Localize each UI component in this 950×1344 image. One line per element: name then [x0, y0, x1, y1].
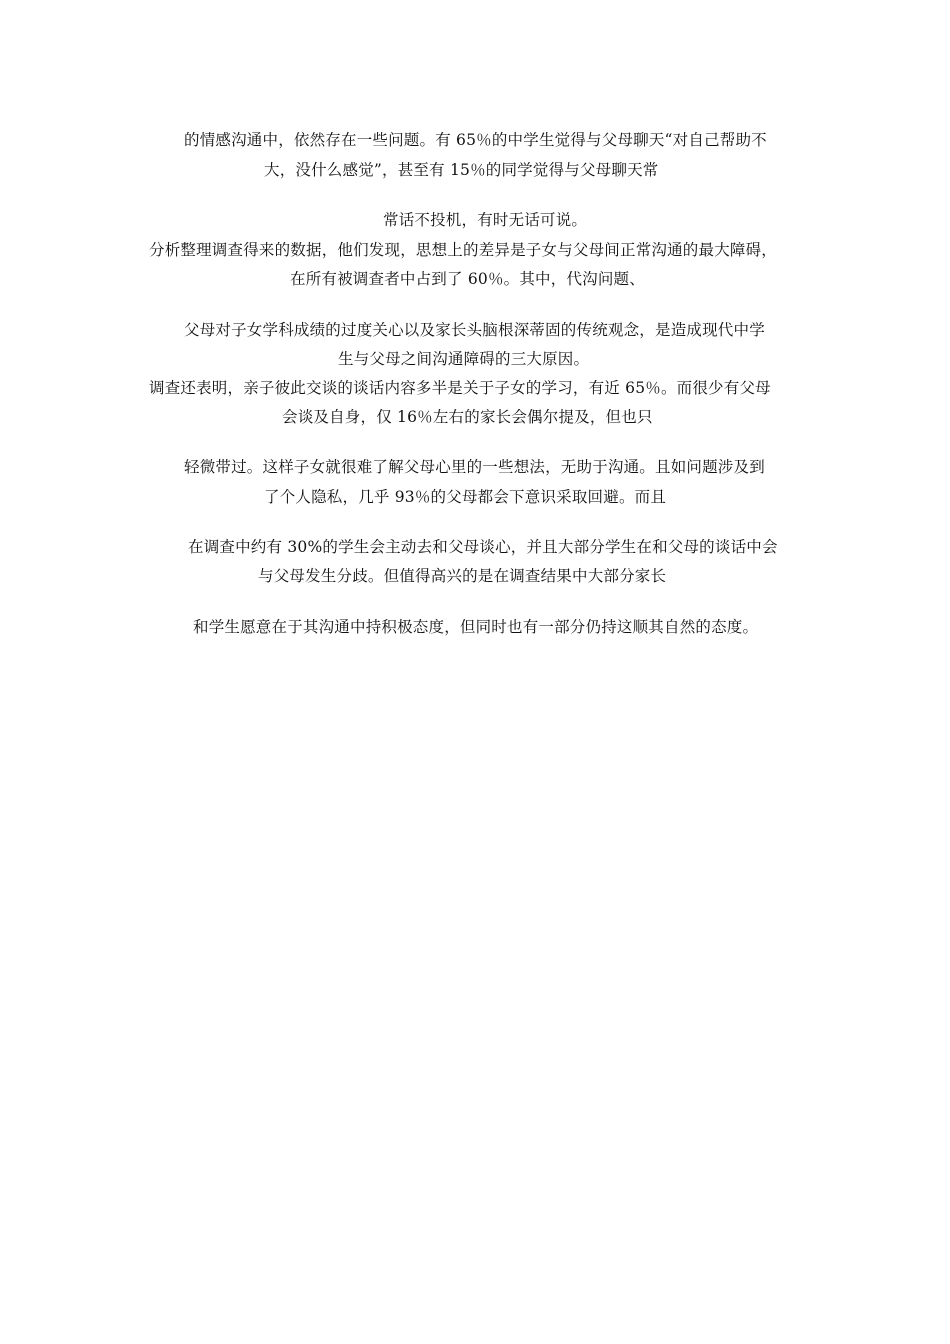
text-line: 了个人隐私，几乎 93％的父母都会下意识采取回避。而且 [264, 488, 667, 506]
text-line: 大，没什么感觉”，甚至有 15％的同学觉得与父母聊天常 [264, 161, 659, 179]
text-line: 轻微带过。这样子女就很难了解父母心里的一些想法，无助于沟通。且如问题涉及到 [184, 458, 765, 476]
text-line: 在所有被调查者中占到了 60％。其中，代沟问题、 [290, 270, 645, 288]
text-line: 与父母发生分歧。但值得高兴的是在调查结果中大部分家长 [258, 567, 667, 585]
text-line: 的情感沟通中，依然存在一些问题。有 65％的中学生觉得与父母聊天“对自己帮助不 [184, 131, 767, 149]
text-line: 调查还表明，亲子彼此交谈的谈话内容多半是关于子女的学习，有近 65％。而很少有父母 [149, 379, 771, 397]
text-line: 在调查中约有 30%的学生会主动去和父母谈心，并且大部分学生在和父母的谈话中会 [188, 538, 778, 556]
text-line: 生与父母之间沟通障碍的三大原因。 [338, 350, 590, 368]
text-line: 父母对子女学科成绩的过度关心以及家长头脑根深蒂固的传统观念，是造成现代中学 [184, 321, 765, 339]
text-line: 常话不投机，有时无话可说。 [383, 211, 588, 229]
text-line: 分析整理调查得来的数据，他们发现，思想上的差异是子女与父母间正常沟通的最大障碍， [149, 241, 778, 259]
text-line: 会谈及自身，仅 16％左右的家长会偶尔提及，但也只 [282, 408, 653, 426]
text-line: 和学生愿意在于其沟通中持积极态度，但同时也有一部分仍持这顺其自然的态度。 [193, 618, 759, 636]
